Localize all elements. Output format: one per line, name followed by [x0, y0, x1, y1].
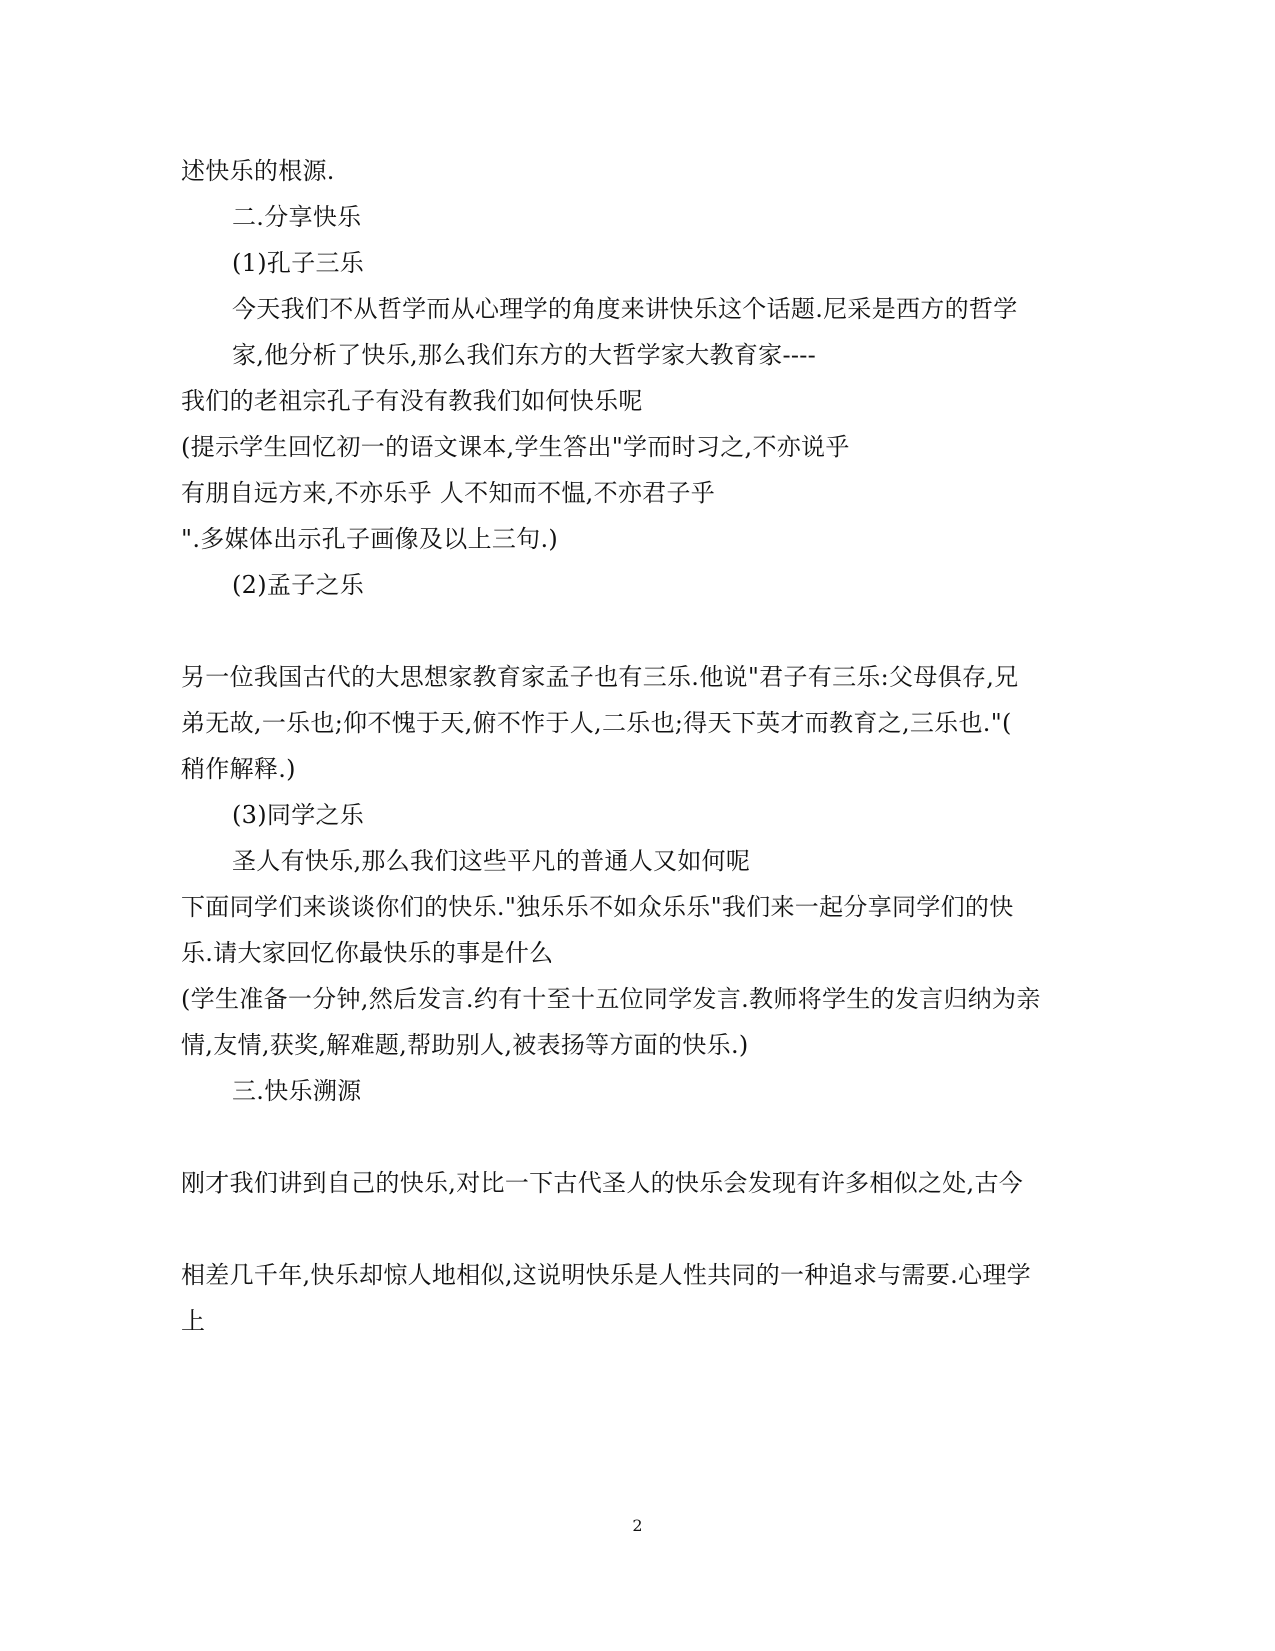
- section-heading: 三.快乐溯源: [232, 1077, 362, 1105]
- paragraph-line: 另一位我国古代的大思想家教育家孟子也有三乐.他说"君子有三乐:父母俱存,兄: [181, 663, 1019, 691]
- subsection-heading: (2)孟子之乐: [232, 571, 365, 599]
- paragraph-line: 家,他分析了快乐,那么我们东方的大哲学家大教育家----: [232, 341, 817, 369]
- paragraph-line: 相差几千年,快乐却惊人地相似,这说明快乐是人性共同的一种追求与需要.心理学: [181, 1261, 1031, 1289]
- paragraph-line: 圣人有快乐,那么我们这些平凡的普通人又如何呢: [232, 847, 751, 875]
- paragraph-line: 刚才我们讲到自己的快乐,对比一下古代圣人的快乐会发现有许多相似之处,古今: [181, 1169, 1024, 1197]
- paragraph-line: 乐.请大家回忆你最快乐的事是什么: [181, 939, 554, 967]
- paragraph-line: 下面同学们来谈谈你们的快乐."独乐乐不如众乐乐"我们来一起分享同学们的快: [181, 893, 1014, 921]
- paragraph-line: 今天我们不从哲学而从心理学的角度来讲快乐这个话题.尼采是西方的哲学: [232, 295, 1018, 323]
- paragraph-line: 弟无故,一乐也;仰不愧于天,俯不怍于人,二乐也;得天下英才而教育之,三乐也."(: [181, 709, 1012, 737]
- paragraph-line: 有朋自远方来,不亦乐乎 人不知而不愠,不亦君子乎: [181, 479, 716, 507]
- paragraph-line: 稍作解释.): [181, 755, 296, 783]
- section-heading: 二.分享快乐: [232, 203, 362, 231]
- paragraph-line: (提示学生回忆初一的语文课本,学生答出"学而时习之,不亦说乎: [181, 433, 850, 461]
- paragraph-line: (学生准备一分钟,然后发言.约有十至十五位同学发言.教师将学生的发言归纳为亲: [181, 985, 1041, 1013]
- subsection-heading: (3)同学之乐: [232, 801, 365, 829]
- page-number: 2: [632, 1516, 643, 1535]
- paragraph-line: ".多媒体出示孔子画像及以上三句.): [181, 525, 559, 553]
- paragraph-line: 情,友情,获奖,解难题,帮助别人,被表扬等方面的快乐.): [181, 1031, 749, 1059]
- paragraph-line: 我们的老祖宗孔子有没有教我们如何快乐呢: [181, 387, 643, 415]
- subsection-heading: (1)孔子三乐: [232, 249, 365, 277]
- paragraph-line: 上: [181, 1307, 206, 1335]
- paragraph-line: 述快乐的根源.: [181, 157, 335, 185]
